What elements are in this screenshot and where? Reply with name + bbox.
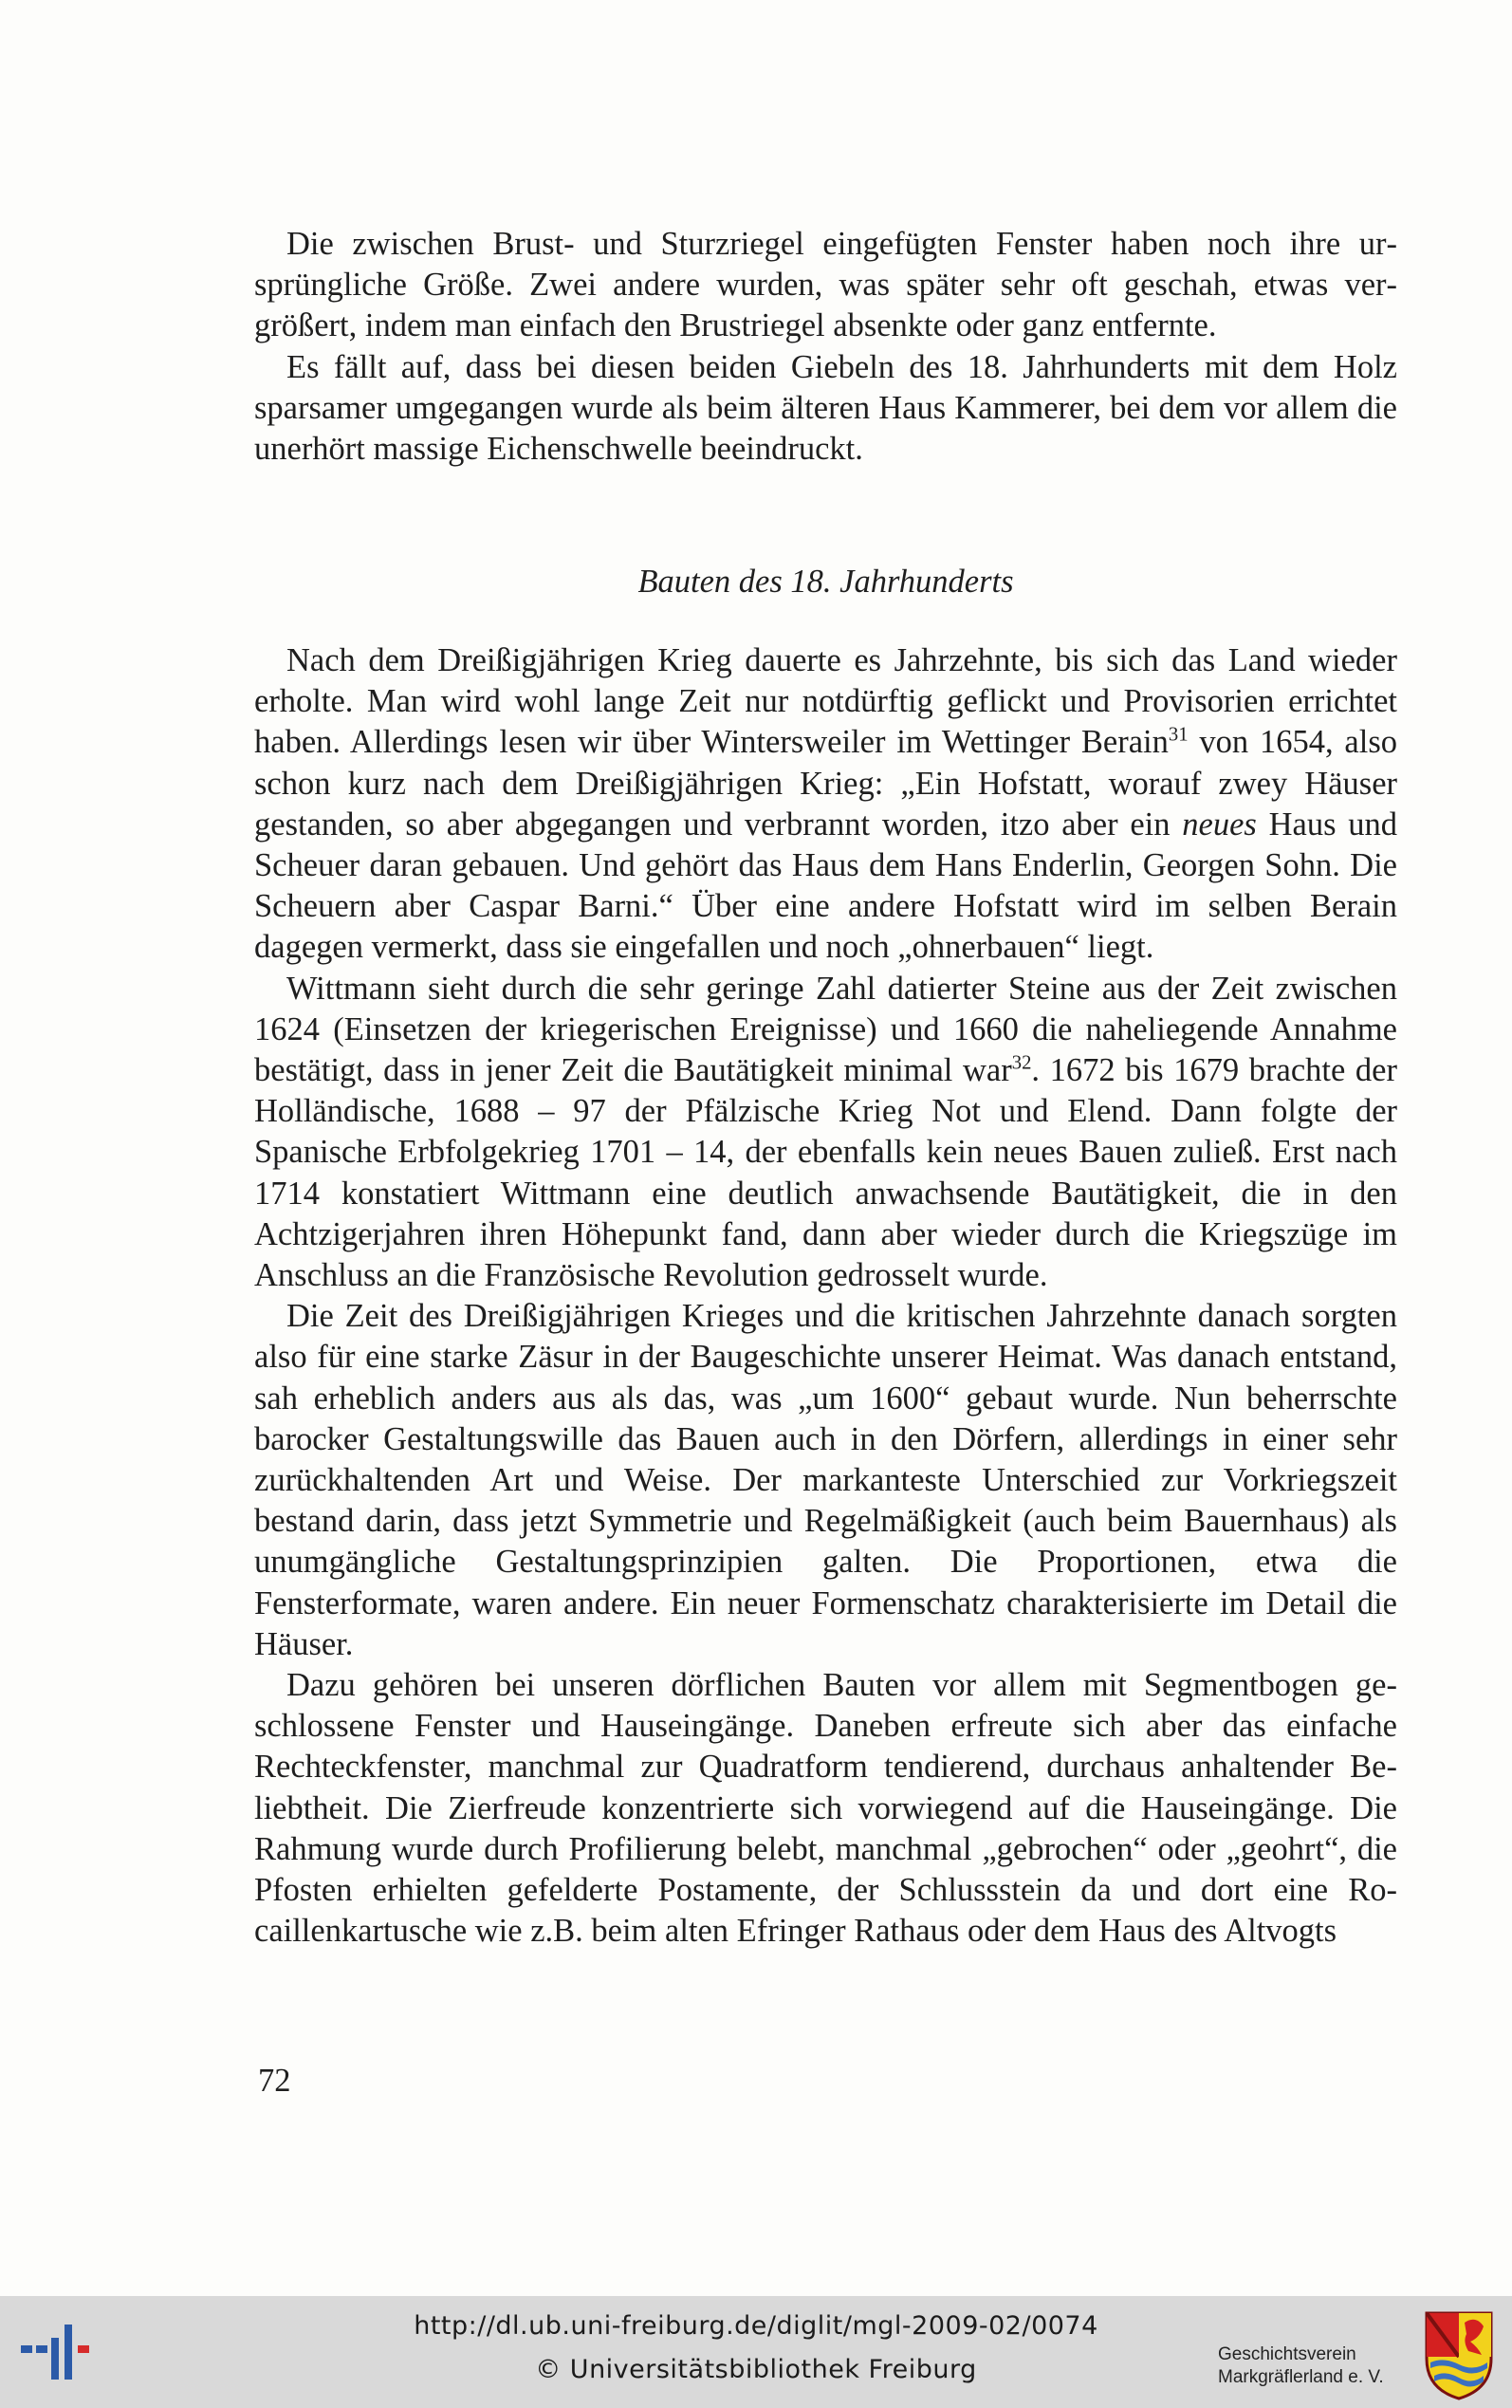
society-name xyxy=(1218,2343,1408,2389)
paragraph: Die zwischen Brust- und Sturzriegel eingefügten Fenster haben noch ihre ursprüngliche Größe. Zwei andere wurden, was später sehr oft geschah, etwas vergrößert, indem man einfach den Brustriegel absenkte oder ganz entfernte. xyxy=(254,226,1397,344)
paragraph xyxy=(254,640,1397,969)
footer-url-link[interactable]: http://dl.ub.uni-freiburg.de/diglit/mgl-2009-02/0074 xyxy=(414,2311,1098,2341)
markgraeflerland-crest-icon xyxy=(1423,2309,1495,2400)
paragraph: Es fällt auf, dass bei diesen beiden Giebeln des 18. Jahrhunderts mit dem Holz sparsamer umgegangen wurde als beim älteren Haus Kammerer, bei dem vor allem die unerhört massige Eichenschwelle beeindruckt. xyxy=(254,348,1397,468)
paragraph: Die Zeit des Dreißigjährigen Krieges und die kritischen Jahrzehnte danach sorgten also für eine starke Zäsur in der Baugeschichte unserer Heimat. Was danach entstand, sah erheblich anders aus als das, was „um 1600“ gebaut wurde. Nun beherrschte barocker Gestaltungswille das Bauen auch in den Dörfern, allerdings in einer sehr zurückhaltenden Art und Weise. Der markanteste Unterschied zur Vorkriegszeit bestand darin, dass jetzt Symmetrie und Regelmäßigkeit (auch beim Bauernhaus) als unumgängliche Gestaltungsprinzipien galten. Die Proportionen, etwa die Fensterformate, waren andere. Ein neuer Formenschatz charakterisierte im Detail die Häuser. xyxy=(254,1298,1397,1662)
emphasis: neues xyxy=(1182,806,1257,843)
main-text-block xyxy=(254,640,1397,1953)
footnote-ref[interactable]: 32 xyxy=(1011,1052,1032,1074)
top-text-block xyxy=(254,224,1397,470)
society-line: Markgräflerland e. V. xyxy=(1218,2367,1384,2387)
text-run: von 1654, also schon kurz nach dem Dreißigjährigen Krieg: „Ein Hofstatt, worauf zwey Häuser gestanden, so aber abgegangen und verbrannt worden, itzo aber ein xyxy=(254,724,1397,843)
page-number: 72 xyxy=(258,2063,291,2099)
paragraph: Dazu gehören bei unseren dörflichen Bauten vor allem mit Segmentbogen geschlossene Fenster und Hauseingänge. Daneben erfreute sich aber das einfache Rechteckfenster, manchmal zur Quadratform tendierend, durchaus anhaltender Beliebtheit. Die Zierfreude konzentrierte sich vorwiegend auf die Hauseingänge. Die Rahmung wurde durch Profilierung belebt, manchmal „gebrochen“ oder „geohrt“, die Pfosten erhielten gefelderte Postamente, der Schlussstein da und dort eine Rocaillenkartusche wie z.B. beim alten Efringer Rathaus oder dem Haus des Altvogts xyxy=(254,1667,1397,1950)
society-line: Geschichtsverein xyxy=(1218,2344,1356,2364)
text-run: . 1672 bis 1679 brachte der Holländische, 1688 – 97 der Pfälzische Krieg Not und Elend. Dann folgte der Spanische Erbfolgekrieg 1701 – 14, der ebenfalls kein neues Bauen zuließ. Erst nach 1714 konstatiert Wittmann eine deutlich anwachsende Bautätigkeit, die in den Achtzigerjahren ihren Höhepunkt fand, dann aber wieder durch die Kriegszüge im Anschluss an die Französische Revolution gedrosselt wurde. xyxy=(254,1052,1397,1294)
footer-copyright: © Universitätsbibliothek Freiburg xyxy=(535,2355,977,2384)
text-run: Nach dem Dreißigjährigen Krieg dauerte es Jahrzehnte, bis sich das Land wieder erholte. Man wird wohl lange Zeit nur notdürftig geflickt und Provisorien errichtet haben. Allerdings lesen wir über Wintersweiler im Wettinger Berain xyxy=(254,642,1397,761)
section-heading: Bauten des 18. Jahrhunderts xyxy=(637,564,1014,600)
footnote-ref[interactable]: 31 xyxy=(1168,724,1189,746)
text-run: Haus und Scheuer daran gebauen. Und gehört das Haus dem Hans Enderlin, Georgen Sohn. Die Scheuern aber Caspar Barni.“ Über eine andere Hofstatt wird im selben Berain dagegen vermerkt, dass sie eingefallen und noch „ohnerbauen“ liegt. xyxy=(254,806,1398,966)
text-run: Wittmann sieht durch die sehr geringe Zahl datierter Steine aus der Zeit zwischen 1624 (Einsetzen der kriegerischen Ereignisse) und 1660 die naheliegende Annahme bestätigt, dass in jener Zeit die Bautätigkeit minimal war xyxy=(254,970,1397,1089)
paragraph xyxy=(254,969,1397,1297)
footer-bar xyxy=(0,2296,1512,2408)
